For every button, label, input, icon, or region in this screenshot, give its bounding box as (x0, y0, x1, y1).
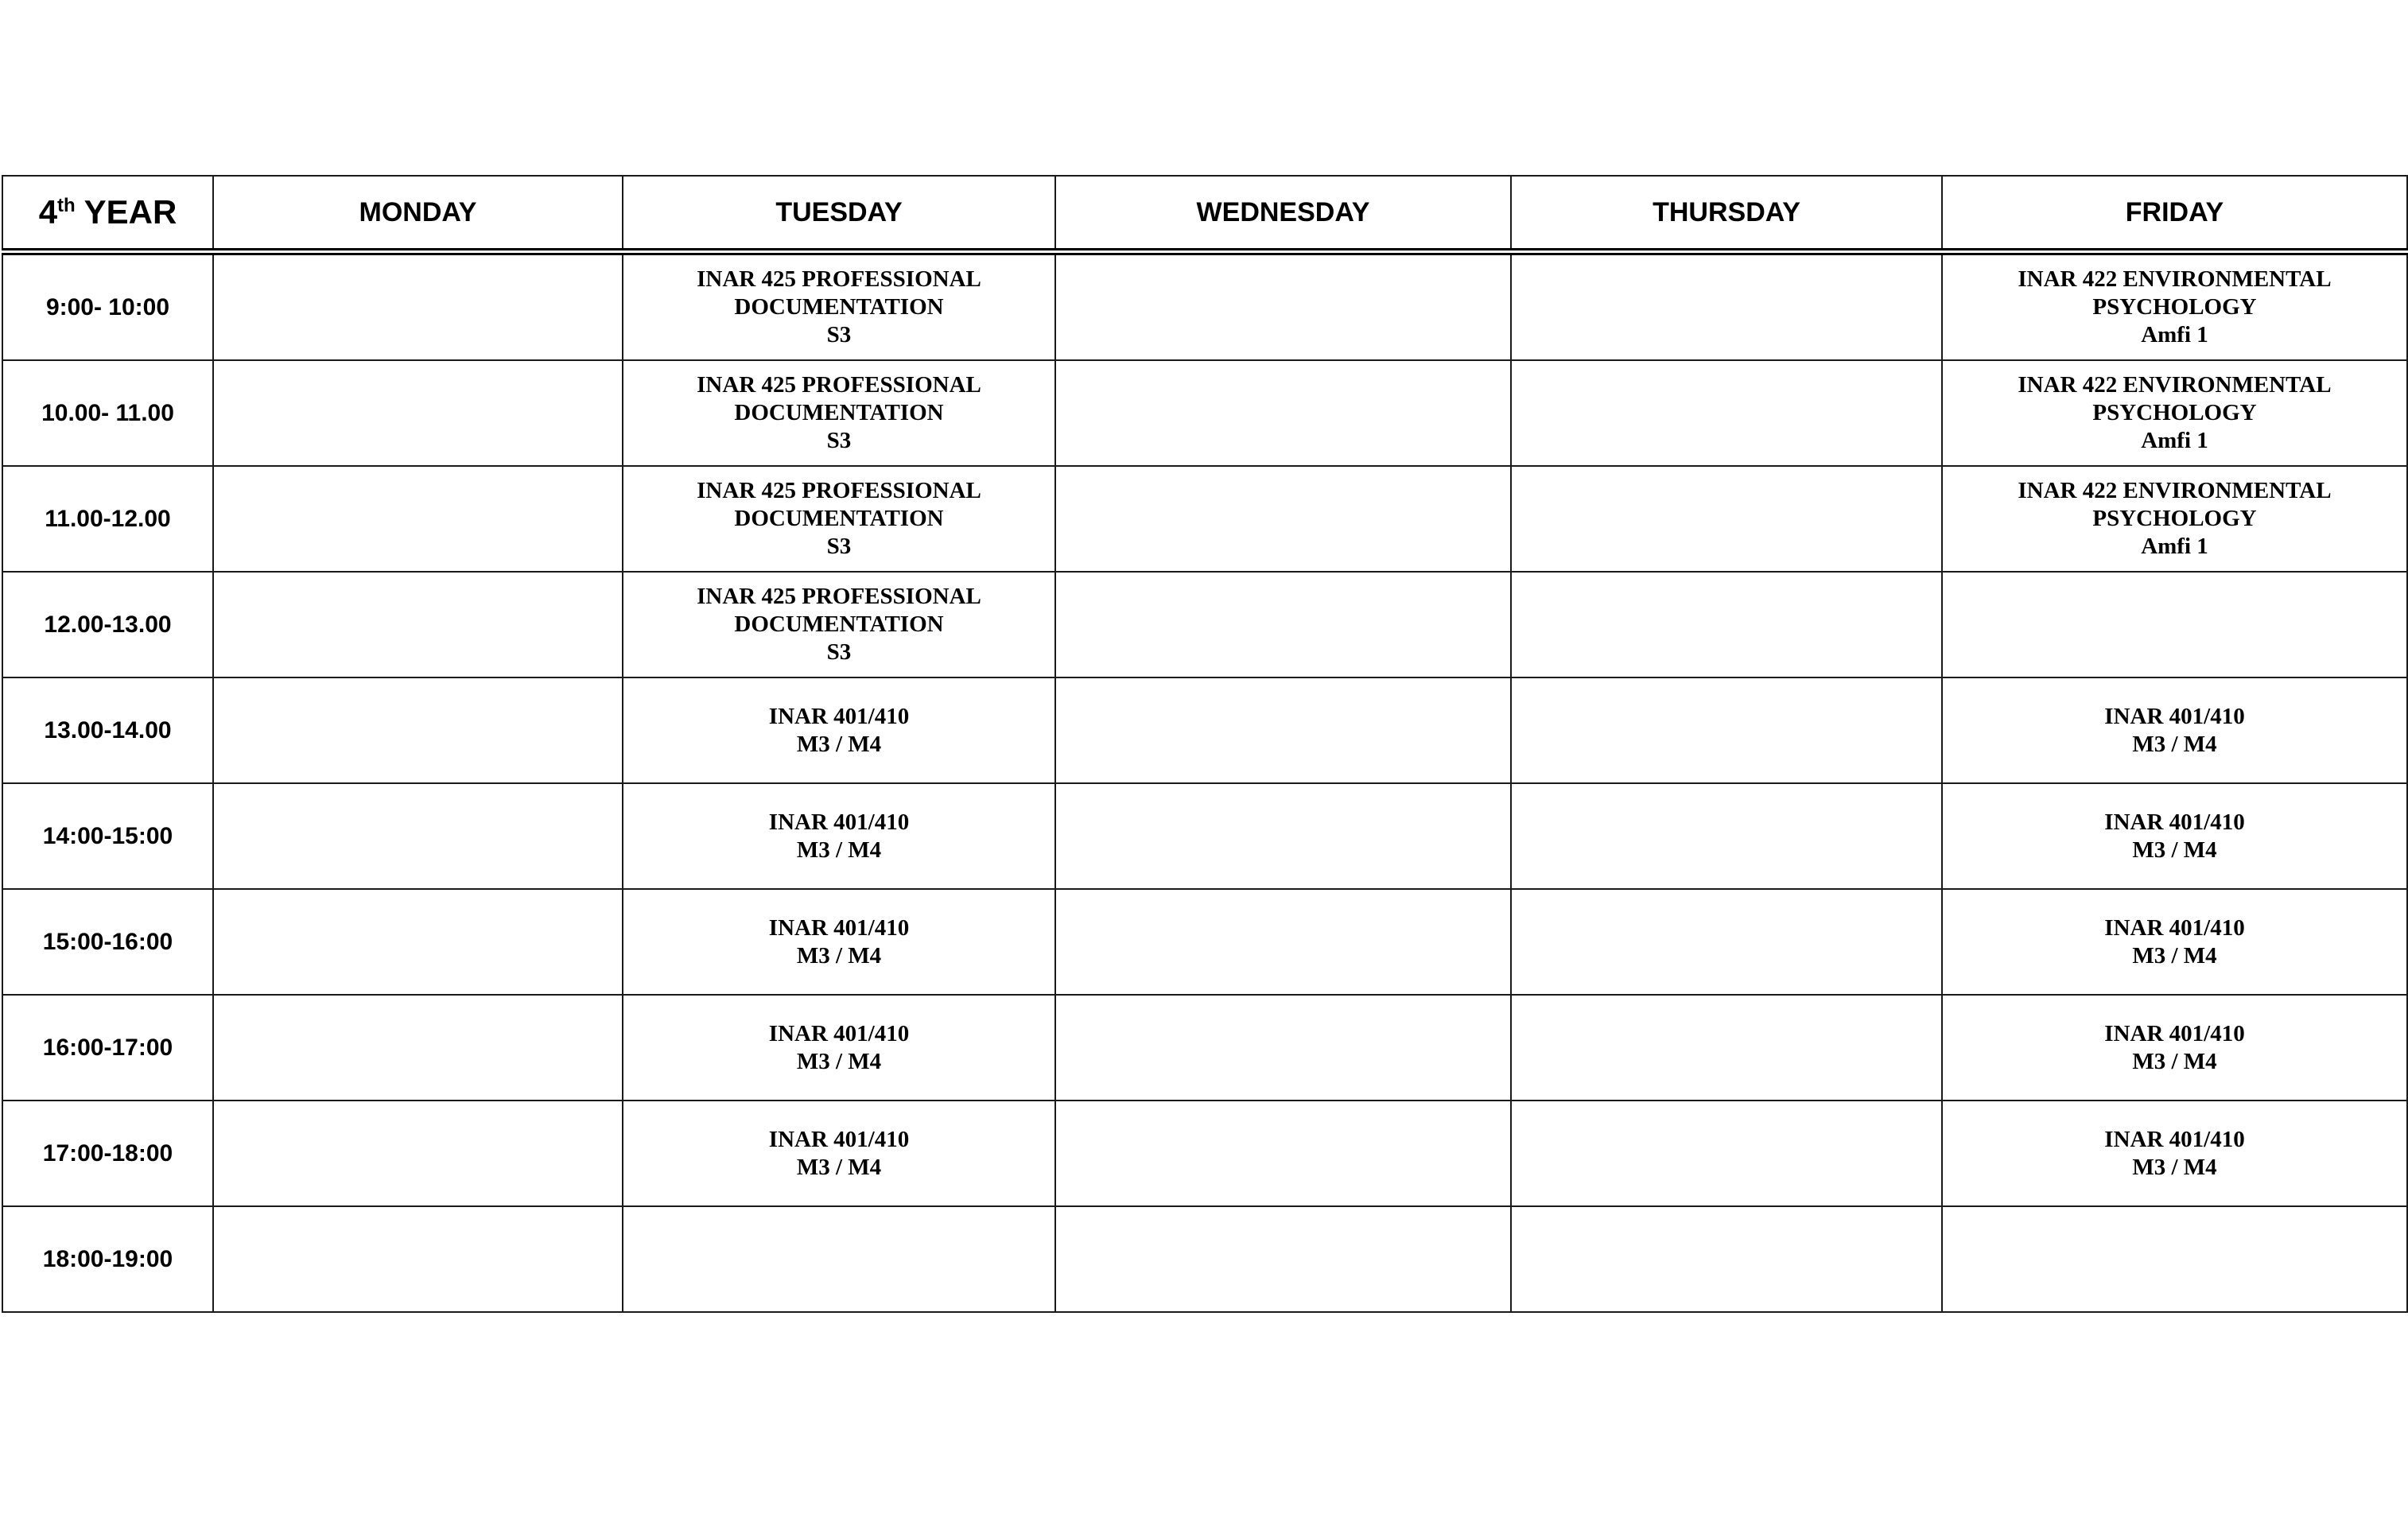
schedule-cell-monday (213, 889, 623, 995)
schedule-cell-thursday (1511, 252, 1942, 361)
course-entry-line: INAR 401/410 (2104, 1020, 2245, 1046)
course-entry-line: INAR 425 PROFESSIONAL (697, 266, 981, 292)
header-row (2, 176, 2407, 252)
schedule-cell-wednesday (1055, 466, 1511, 572)
course-entry-line: INAR 401/410 (2104, 914, 2245, 941)
schedule-cell-tuesday (623, 1101, 1055, 1206)
schedule-cell-friday (1942, 677, 2407, 783)
table-row (2, 466, 2407, 572)
course-entry-line: PSYCHOLOGY (2092, 506, 2257, 531)
year-heading (2, 176, 213, 252)
schedule-cell-thursday (1511, 1206, 1942, 1312)
schedule-cell-monday (213, 995, 623, 1101)
year-ordinal-suffix: th (57, 195, 76, 216)
course-entry-line: M3 / M4 (796, 837, 882, 863)
year-label: YEAR (75, 193, 177, 231)
course-entry-line: M3 / M4 (2132, 942, 2217, 969)
day-heading-monday: MONDAY (213, 176, 623, 252)
schedule-cell-friday (1942, 783, 2407, 889)
time-slot-label: 10.00- 11.00 (2, 360, 213, 466)
course-entry-line: INAR 425 PROFESSIONAL (697, 584, 981, 609)
course-entry-line: INAR 401/410 (2104, 809, 2245, 835)
schedule-cell-wednesday (1055, 889, 1511, 995)
course-entry-line: INAR 401/410 (768, 1020, 910, 1046)
schedule-cell-friday (1942, 1206, 2407, 1312)
schedule-cell-thursday (1511, 1101, 1942, 1206)
schedule-cell-wednesday (1055, 360, 1511, 466)
schedule-cell-monday (213, 252, 623, 361)
course-entry-line: M3 / M4 (2132, 837, 2217, 863)
schedule-cell-tuesday (623, 995, 1055, 1101)
course-entry-line: INAR 425 PROFESSIONAL (697, 372, 981, 398)
course-entry-line: M3 / M4 (796, 1154, 882, 1180)
schedule-cell-wednesday (1055, 1101, 1511, 1206)
schedule-cell-friday (1942, 889, 2407, 995)
day-heading-friday: FRIDAY (1942, 176, 2407, 252)
course-entry-line: Amfi 1 (2141, 534, 2208, 559)
course-entry-line: M3 / M4 (796, 942, 882, 969)
schedule-cell-tuesday (623, 572, 1055, 677)
schedule-cell-friday (1942, 252, 2407, 361)
day-heading-tuesday: TUESDAY (623, 176, 1055, 252)
year-number: 4 (38, 193, 58, 231)
schedule-cell-wednesday (1055, 572, 1511, 677)
course-entry-line: INAR 401/410 (768, 703, 910, 729)
schedule-cell-wednesday (1055, 677, 1511, 783)
schedule-cell-thursday (1511, 995, 1942, 1101)
time-slot-label: 12.00-13.00 (2, 572, 213, 677)
schedule-cell-wednesday (1055, 783, 1511, 889)
schedule-cell-thursday (1511, 889, 1942, 995)
day-heading-wednesday: WEDNESDAY (1055, 176, 1511, 252)
table-row (2, 1101, 2407, 1206)
schedule-cell-monday (213, 1101, 623, 1206)
course-entry-line: M3 / M4 (2132, 1154, 2217, 1180)
course-entry-line: INAR 422 ENVIRONMENTAL (2018, 372, 2332, 398)
course-entry-line: PSYCHOLOGY (2092, 294, 2257, 320)
schedule-cell-wednesday (1055, 1206, 1511, 1312)
schedule-cell-friday (1942, 1101, 2407, 1206)
schedule-cell-tuesday (623, 783, 1055, 889)
course-entry-line: INAR 422 ENVIRONMENTAL (2018, 478, 2332, 503)
schedule-cell-tuesday (623, 252, 1055, 361)
schedule-cell-thursday (1511, 677, 1942, 783)
timetable-body (2, 252, 2407, 1313)
schedule-cell-friday (1942, 572, 2407, 677)
table-row (2, 1206, 2407, 1312)
schedule-cell-friday (1942, 360, 2407, 466)
table-row (2, 252, 2407, 361)
time-slot-label: 13.00-14.00 (2, 677, 213, 783)
schedule-cell-friday (1942, 466, 2407, 572)
course-entry-line: INAR 401/410 (2104, 1126, 2245, 1152)
schedule-cell-tuesday (623, 360, 1055, 466)
table-row (2, 572, 2407, 677)
table-row (2, 360, 2407, 466)
time-slot-label: 9:00- 10:00 (2, 252, 213, 361)
time-slot-label: 16:00-17:00 (2, 995, 213, 1101)
time-slot-label: 11.00-12.00 (2, 466, 213, 572)
course-entry-line: INAR 401/410 (768, 914, 910, 941)
course-entry-line: M3 / M4 (796, 731, 882, 757)
schedule-cell-wednesday (1055, 995, 1511, 1101)
course-entry-line: M3 / M4 (2132, 1048, 2217, 1074)
course-entry-line: S3 (826, 534, 852, 559)
course-entry-line: INAR 401/410 (768, 1126, 910, 1152)
course-entry-line: Amfi 1 (2141, 428, 2208, 453)
schedule-cell-monday (213, 677, 623, 783)
schedule-cell-monday (213, 360, 623, 466)
course-entry-line: S3 (826, 428, 852, 453)
schedule-cell-monday (213, 572, 623, 677)
day-heading-thursday: THURSDAY (1511, 176, 1942, 252)
schedule-cell-monday (213, 466, 623, 572)
schedule-cell-thursday (1511, 783, 1942, 889)
course-entry-line: PSYCHOLOGY (2092, 400, 2257, 425)
schedule-cell-tuesday (623, 1206, 1055, 1312)
table-row (2, 995, 2407, 1101)
course-entry-line: INAR 422 ENVIRONMENTAL (2018, 266, 2332, 292)
course-entry-line: INAR 425 PROFESSIONAL (697, 478, 981, 503)
schedule-cell-tuesday (623, 889, 1055, 995)
course-entry-line: DOCUMENTATION (734, 611, 944, 637)
timetable (2, 175, 2408, 1313)
time-slot-label: 15:00-16:00 (2, 889, 213, 995)
time-slot-label: 17:00-18:00 (2, 1101, 213, 1206)
table-row (2, 783, 2407, 889)
course-entry-line: DOCUMENTATION (734, 400, 944, 425)
schedule-cell-friday (1942, 995, 2407, 1101)
table-row (2, 889, 2407, 995)
schedule-cell-tuesday (623, 677, 1055, 783)
schedule-cell-wednesday (1055, 252, 1511, 361)
course-entry-line: INAR 401/410 (2104, 703, 2245, 729)
course-entry-line: Amfi 1 (2141, 322, 2208, 347)
course-entry-line: S3 (826, 639, 852, 665)
schedule-cell-thursday (1511, 572, 1942, 677)
course-entry-line: M3 / M4 (2132, 731, 2217, 757)
time-slot-label: 18:00-19:00 (2, 1206, 213, 1312)
course-entry-line: INAR 401/410 (768, 809, 910, 835)
schedule-cell-thursday (1511, 466, 1942, 572)
schedule-cell-monday (213, 783, 623, 889)
table-row (2, 677, 2407, 783)
course-entry-line: S3 (826, 322, 852, 347)
course-entry-line: DOCUMENTATION (734, 506, 944, 531)
schedule-cell-monday (213, 1206, 623, 1312)
course-entry-line: M3 / M4 (796, 1048, 882, 1074)
schedule-cell-thursday (1511, 360, 1942, 466)
schedule-cell-tuesday (623, 466, 1055, 572)
time-slot-label: 14:00-15:00 (2, 783, 213, 889)
course-entry-line: DOCUMENTATION (734, 294, 944, 320)
timetable-header (2, 176, 2407, 252)
